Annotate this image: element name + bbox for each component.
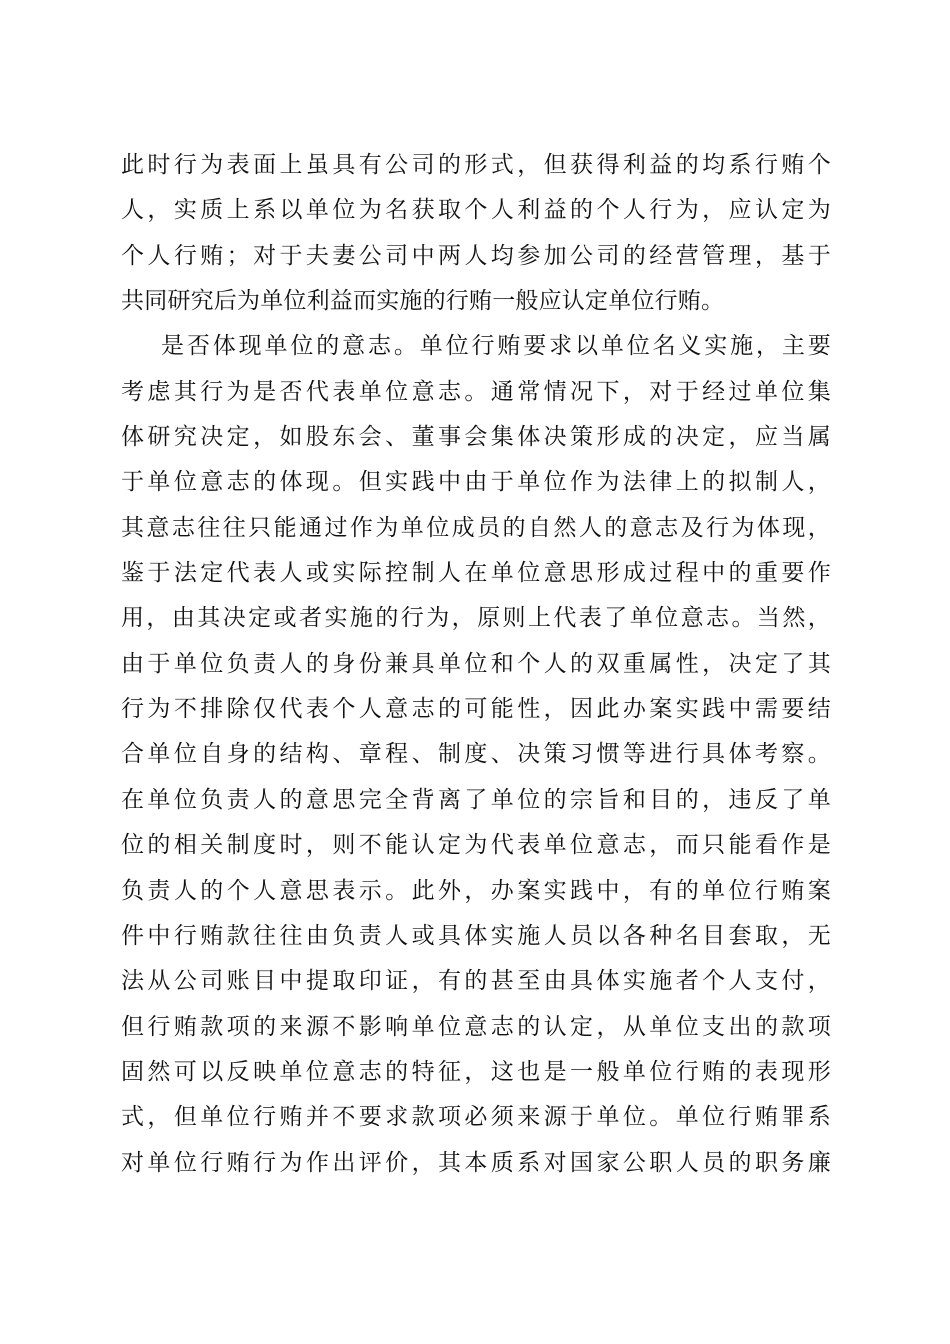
text-line: 但行贿款项的来源不影响单位意志的认定，从单位支出的款项 [121,1013,831,1040]
text-line: 用，由其决定或者实施的行为，原则上代表了单位意志。当然， [121,605,831,632]
text-line: 由于单位负责人的身份兼具单位和个人的双重属性，决定了其 [121,650,831,677]
text-line: 负责人的个人意思表示。此外，办案实践中，有的单位行贿案 [121,877,831,904]
text-line: 体研究决定，如股东会、董事会集体决策形成的决定，应当属 [121,424,831,451]
text-line: 行为不排除仅代表个人意志的可能性，因此办案实践中需要结 [121,696,831,723]
text-line: 人，实质上系以单位为名获取个人利益的个人行为，应认定为 [121,197,831,224]
text-line: 式，但单位行贿并不要求款项必须来源于单位。单位行贿罪系 [121,1104,831,1131]
text-line: 法从公司账目中提取印证，有的甚至由具体实施者个人支付， [121,968,831,995]
text-line: 固然可以反映单位意志的特征，这也是一般单位行贿的表现形 [121,1058,831,1085]
text-line: 于单位意志的体现。但实践中由于单位作为法律上的拟制人， [121,469,831,496]
text-line: 考虑其行为是否代表单位意志。通常情况下，对于经过单位集 [121,378,831,405]
text-line: 件中行贿款往往由负责人或具体实施人员以各种名目套取，无 [121,922,831,949]
text-line: 共同研究后为单位利益而实施的行贿一般应认定单位行贿。 [121,288,725,315]
text-line: 其意志往往只能通过作为单位成员的自然人的意志及行为体现， [121,514,831,541]
text-line: 鉴于法定代表人或实际控制人在单位意思形成过程中的重要作 [121,560,831,587]
paragraph-start-line: 是否体现单位的意志。单位行贿要求以单位名义实施，主要 [161,333,831,360]
text-line: 对单位行贿行为作出评价，其本质系对国家公职人员的职务廉 [121,1149,831,1176]
text-line: 此时行为表面上虽具有公司的形式，但获得利益的均系行贿个 [121,152,831,178]
text-line: 合单位自身的结构、章程、制度、决策习惯等进行具体考察。 [121,741,831,768]
text-line: 个人行贿；对于夫妻公司中两人均参加公司的经营管理，基于 [121,242,831,269]
text-line: 在单位负责人的意思完全背离了单位的宗旨和目的，违反了单 [121,786,831,813]
body-text [121,143,831,1186]
text-line: 位的相关制度时，则不能认定为代表单位意志，而只能看作是 [121,832,831,859]
